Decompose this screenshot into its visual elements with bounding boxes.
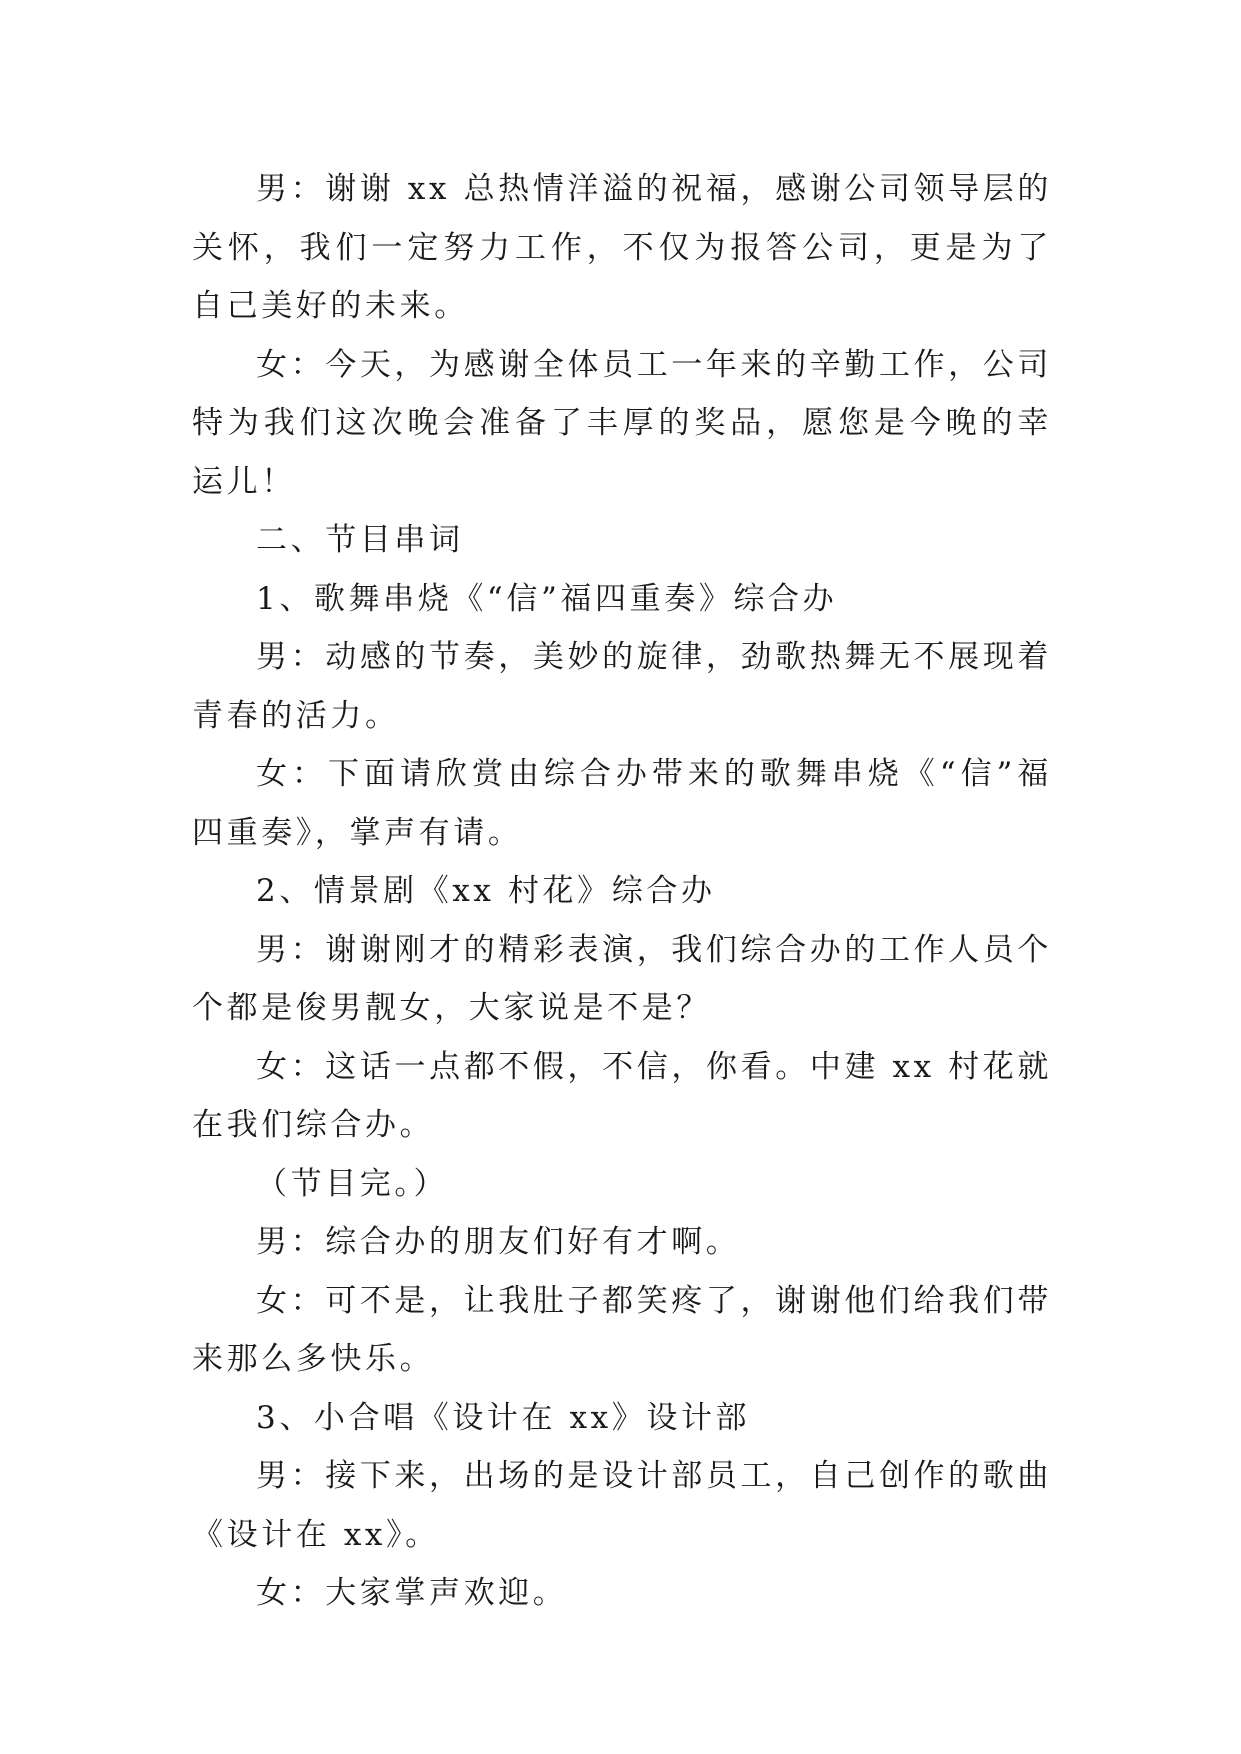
paragraph-female-prizes: 女：今天，为感谢全体员工一年来的辛勤工作，公司特为我们这次晚会准备了丰厚的奖品，愿您是今晚的幸运儿！ bbox=[192, 346, 1052, 500]
paragraph-male-thanks: 男：谢谢 xx 总热情洋溢的祝福，感谢公司领导层的关怀，我们一定努力工作，不仅为报答公司，更是为了自己美好的未来。 bbox=[192, 171, 1052, 324]
program-item-3: 3、小合唱《设计在 xx》设计部 bbox=[256, 1399, 751, 1436]
paragraph-male-rhythm: 男：动感的节奏，美妙的旋律，劲歌热舞无不展现着青春的活力。 bbox=[192, 639, 1052, 734]
program-item-1: 1、歌舞串烧《“信”福四重奏》综合办 bbox=[256, 580, 838, 617]
paragraph-female-applause: 女：大家掌声欢迎。 bbox=[256, 1575, 568, 1611]
paragraph-female-happiness: 女：可不是，让我肚子都笑疼了，谢谢他们给我们带来那么多快乐。 bbox=[192, 1282, 1052, 1377]
paragraph-female-invite: 女：下面请欣赏由综合办带来的歌舞串烧《“信”福四重奏》，掌声有请。 bbox=[192, 756, 1052, 851]
paragraph-male-design-song: 男：接下来，出场的是设计部员工，自己创作的歌曲《设计在 xx》。 bbox=[192, 1458, 1052, 1553]
program-item-2: 2、情景剧《xx 村花》综合办 bbox=[256, 873, 716, 909]
paragraph-male-performance: 男：谢谢刚才的精彩表演，我们综合办的工作人员个个都是俊男靓女，大家说是不是？ bbox=[192, 931, 1052, 1026]
document-body bbox=[192, 160, 1052, 1623]
section-heading-program-script: 二、节目串词 bbox=[256, 522, 464, 558]
stage-note-program-end: （节目完。） bbox=[256, 1165, 449, 1202]
paragraph-female-village-flower: 女：这话一点都不假，不信，你看。中建 xx 村花就在我们综合办。 bbox=[192, 1048, 1052, 1143]
paragraph-male-talented: 男：综合办的朋友们好有才啊。 bbox=[256, 1224, 741, 1260]
